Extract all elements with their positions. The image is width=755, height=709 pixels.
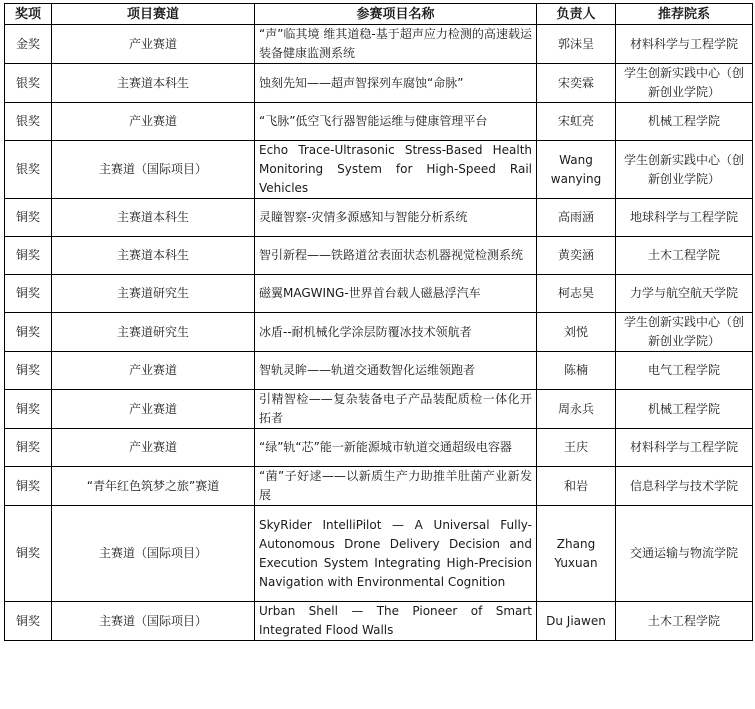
header-project: 参赛项目名称: [255, 4, 537, 25]
leader-cell: 郭沫呈: [537, 25, 616, 64]
header-award: 奖项: [5, 4, 52, 25]
award-cell: 银奖: [5, 64, 52, 103]
table-row: [5, 313, 753, 352]
track-cell: “青年红色筑梦之旅”赛道: [52, 467, 255, 506]
table-row: [5, 602, 753, 641]
table-row: [5, 506, 753, 602]
track-cell: 产业赛道: [52, 390, 255, 429]
table-row: [5, 103, 753, 141]
dept-cell: 地球科学与工程学院: [616, 199, 753, 237]
project-cell: Echo Trace-Ultrasonic Stress-Based Health Monitoring System for High-Speed Rail Vehicles: [255, 141, 537, 199]
leader-cell: 陈楠: [537, 352, 616, 390]
award-cell: 铜奖: [5, 506, 52, 602]
track-cell: 产业赛道: [52, 103, 255, 141]
track-cell: 主赛道本科生: [52, 199, 255, 237]
leader-cell: 柯志昊: [537, 275, 616, 313]
leader-cell: 周永兵: [537, 390, 616, 429]
header-row: [5, 4, 753, 25]
leader-cell: 黄奕涵: [537, 237, 616, 275]
award-cell: 铜奖: [5, 352, 52, 390]
dept-cell: 信息科学与技术学院: [616, 467, 753, 506]
project-cell: 智轨灵眸——轨道交通数智化运维领跑者: [255, 352, 537, 390]
dept-cell: 学生创新实践中心（创新创业学院）: [616, 64, 753, 103]
award-cell: 铜奖: [5, 429, 52, 467]
track-cell: 产业赛道: [52, 429, 255, 467]
project-cell: 蚀刻先知——超声智探列车腐蚀“命脉”: [255, 64, 537, 103]
leader-cell: Wang wanying: [537, 141, 616, 199]
table-header: [5, 4, 753, 25]
table-row: [5, 25, 753, 64]
dept-cell: 机械工程学院: [616, 103, 753, 141]
table-row: [5, 467, 753, 506]
dept-cell: 学生创新实践中心（创新创业学院）: [616, 313, 753, 352]
header-dept: 推荐院系: [616, 4, 753, 25]
table-body: [5, 25, 753, 641]
leader-cell: 和岩: [537, 467, 616, 506]
dept-cell: 电气工程学院: [616, 352, 753, 390]
leader-cell: Zhang Yuxuan: [537, 506, 616, 602]
header-track: 项目赛道: [52, 4, 255, 25]
leader-cell: 宋奕霖: [537, 64, 616, 103]
table-row: [5, 390, 753, 429]
table-row: [5, 429, 753, 467]
track-cell: 主赛道研究生: [52, 313, 255, 352]
project-cell: 引精智检——复杂装备电子产品装配质检一体化开拓者: [255, 390, 537, 429]
award-cell: 铜奖: [5, 602, 52, 641]
project-cell: “菌”子好逑——以新质生产力助推羊肚菌产业新发展: [255, 467, 537, 506]
leader-cell: Du Jiawen: [537, 602, 616, 641]
track-cell: 主赛道（国际项目）: [52, 602, 255, 641]
award-cell: 铜奖: [5, 390, 52, 429]
table-row: [5, 275, 753, 313]
table-row: [5, 352, 753, 390]
table-row: [5, 199, 753, 237]
dept-cell: 学生创新实践中心（创新创业学院）: [616, 141, 753, 199]
award-cell: 金奖: [5, 25, 52, 64]
project-cell: 灵瞳智察-灾情多源感知与智能分析系统: [255, 199, 537, 237]
track-cell: 主赛道（国际项目）: [52, 506, 255, 602]
dept-cell: 土木工程学院: [616, 237, 753, 275]
award-table: [4, 3, 753, 641]
dept-cell: 材料科学与工程学院: [616, 429, 753, 467]
track-cell: 产业赛道: [52, 352, 255, 390]
award-cell: 铜奖: [5, 237, 52, 275]
table-row: [5, 141, 753, 199]
award-cell: 银奖: [5, 141, 52, 199]
dept-cell: 力学与航空航天学院: [616, 275, 753, 313]
dept-cell: 交通运输与物流学院: [616, 506, 753, 602]
track-cell: 主赛道本科生: [52, 237, 255, 275]
project-cell: “绿”轨“芯”能一新能源城市轨道交通超级电容器: [255, 429, 537, 467]
award-cell: 铜奖: [5, 199, 52, 237]
leader-cell: 刘悦: [537, 313, 616, 352]
project-cell: SkyRider IntelliPilot — A Universal Fully-Autonomous Drone Delivery Decision and Execution System Integrating High-Precision Navigation with Environmental Cognition: [255, 506, 537, 602]
award-cell: 铜奖: [5, 275, 52, 313]
leader-cell: 王庆: [537, 429, 616, 467]
track-cell: 主赛道本科生: [52, 64, 255, 103]
header-leader: 负责人: [537, 4, 616, 25]
track-cell: 主赛道（国际项目）: [52, 141, 255, 199]
dept-cell: 机械工程学院: [616, 390, 753, 429]
table-row: [5, 237, 753, 275]
award-cell: 铜奖: [5, 467, 52, 506]
project-cell: “飞脉”低空飞行器智能运维与健康管理平台: [255, 103, 537, 141]
project-cell: 智引新程——铁路道岔表面状态机器视觉检测系统: [255, 237, 537, 275]
leader-cell: 宋虹亮: [537, 103, 616, 141]
track-cell: 主赛道研究生: [52, 275, 255, 313]
award-cell: 铜奖: [5, 313, 52, 352]
project-cell: 磁翼MAGWING-世界首台载人磁悬浮汽车: [255, 275, 537, 313]
dept-cell: 土木工程学院: [616, 602, 753, 641]
project-cell: 冰盾--耐机械化学涂层防覆冰技术领航者: [255, 313, 537, 352]
leader-cell: 高雨涵: [537, 199, 616, 237]
project-cell: Urban Shell — The Pioneer of Smart Integrated Flood Walls: [255, 602, 537, 641]
track-cell: 产业赛道: [52, 25, 255, 64]
dept-cell: 材料科学与工程学院: [616, 25, 753, 64]
project-cell: “声”临其境 维其道稳-基于超声应力检测的高速载运装备健康监测系统: [255, 25, 537, 64]
award-cell: 银奖: [5, 103, 52, 141]
table-row: [5, 64, 753, 103]
